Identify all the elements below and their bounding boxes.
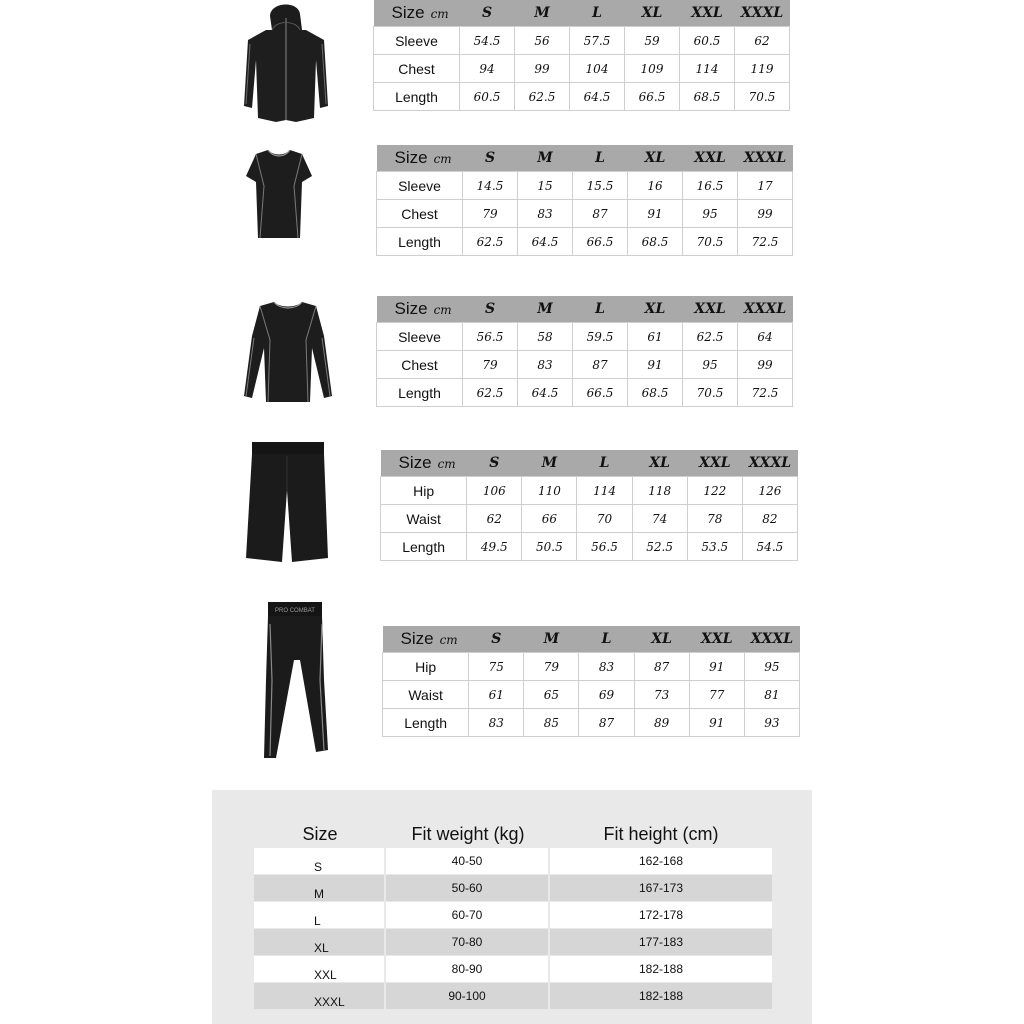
measurement-value: 110: [522, 477, 577, 505]
size-header-label: [383, 626, 469, 653]
measurement-row: [377, 379, 793, 407]
size-table-short-sleeve-shirt: [376, 145, 793, 256]
measurement-value: 114: [680, 55, 735, 83]
size-column-header: S: [463, 296, 518, 323]
measurement-row: [383, 709, 800, 737]
size-column-header: XXXL: [744, 626, 799, 653]
fit-size-cell: M: [254, 875, 386, 901]
measurement-value: 70: [577, 505, 632, 533]
size-table-leggings: [382, 626, 800, 737]
measurement-value: 62.5: [463, 379, 518, 407]
fit-size-cell: XXXL: [254, 983, 386, 1009]
size-header-label: [377, 296, 463, 323]
size-column-header: XXXL: [738, 296, 793, 323]
size-column-header: L: [570, 0, 625, 27]
measurement-value: 95: [683, 351, 738, 379]
measurement-label: Length: [377, 228, 463, 256]
measurement-value: 16.5: [683, 172, 738, 200]
measurement-value: 77: [689, 681, 744, 709]
size-column-header: S: [460, 0, 515, 27]
measurement-row: [377, 172, 793, 200]
measurement-value: 104: [570, 55, 625, 83]
size-table-shorts: [380, 450, 798, 561]
measurement-value: 68.5: [628, 228, 683, 256]
fit-weight-cell: 90-100: [386, 983, 550, 1009]
size-column-header: L: [577, 450, 632, 477]
fit-guide-row: [254, 956, 772, 982]
size-column-header: XXL: [680, 0, 735, 27]
measurement-label: Chest: [377, 200, 463, 228]
measurement-row: [374, 55, 790, 83]
size-header-row: [374, 0, 790, 27]
measurement-value: 59.5: [573, 323, 628, 351]
measurement-value: 109: [625, 55, 680, 83]
measurement-value: 17: [738, 172, 793, 200]
fit-guide-row: [254, 929, 772, 955]
measurement-value: 56.5: [463, 323, 518, 351]
fit-height-cell: 182-188: [550, 983, 772, 1009]
fit-header-size: Size: [302, 824, 338, 844]
measurement-value: 79: [524, 653, 579, 681]
measurement-label: Sleeve: [377, 172, 463, 200]
measurement-value: 91: [628, 200, 683, 228]
fit-header-weight: Fit weight (kg): [411, 824, 525, 844]
measurement-value: 68.5: [680, 83, 735, 111]
measurement-label: Hip: [383, 653, 469, 681]
measurement-value: 119: [735, 55, 790, 83]
measurement-value: 78: [687, 505, 742, 533]
measurement-value: 54.5: [742, 533, 797, 561]
measurement-label: Length: [381, 533, 467, 561]
measurement-value: 99: [515, 55, 570, 83]
size-column-header: M: [518, 296, 573, 323]
size-column-header: XL: [628, 296, 683, 323]
measurement-value: 87: [573, 200, 628, 228]
measurement-value: 70.5: [683, 228, 738, 256]
fit-size-cell: XL: [254, 929, 386, 955]
measurement-value: 85: [524, 709, 579, 737]
measurement-row: [383, 681, 800, 709]
measurement-value: 49.5: [467, 533, 522, 561]
measurement-value: 114: [577, 477, 632, 505]
size-label: Size: [400, 629, 434, 648]
measurement-value: 83: [469, 709, 524, 737]
size-column-header: XXL: [687, 450, 742, 477]
size-label: Size: [391, 3, 425, 22]
fit-height-cell: 172-178: [550, 902, 772, 928]
measurement-value: 56: [515, 27, 570, 55]
measurement-value: 99: [738, 351, 793, 379]
measurement-value: 94: [460, 55, 515, 83]
measurement-label: Chest: [374, 55, 460, 83]
measurement-label: Length: [374, 83, 460, 111]
fit-size-cell: S: [254, 848, 386, 874]
fit-guide-table: [254, 810, 772, 1010]
measurement-value: 72.5: [738, 228, 793, 256]
measurement-value: 69: [579, 681, 634, 709]
size-header-label: [374, 0, 460, 27]
size-column-header: M: [515, 0, 570, 27]
fit-size-cell: L: [254, 902, 386, 928]
size-column-header: L: [573, 145, 628, 172]
size-column-header: XXL: [683, 296, 738, 323]
measurement-value: 87: [634, 653, 689, 681]
measurement-value: 66: [522, 505, 577, 533]
size-header-row: [377, 145, 793, 172]
size-column-header: M: [522, 450, 577, 477]
unit-label: cm: [433, 152, 452, 166]
fit-height-cell: 182-188: [550, 956, 772, 982]
measurement-row: [381, 477, 798, 505]
measurement-value: 95: [744, 653, 799, 681]
measurement-value: 106: [467, 477, 522, 505]
fit-weight-cell: 70-80: [386, 929, 550, 955]
measurement-label: Length: [383, 709, 469, 737]
measurement-value: 91: [628, 351, 683, 379]
measurement-value: 79: [463, 351, 518, 379]
measurement-row: [374, 27, 790, 55]
measurement-value: 73: [634, 681, 689, 709]
size-table-long-sleeve-shirt: [376, 296, 793, 407]
fit-guide-row: [254, 848, 772, 874]
measurement-value: 70.5: [683, 379, 738, 407]
measurement-value: 14.5: [463, 172, 518, 200]
unit-label: cm: [437, 457, 456, 471]
size-label: Size: [398, 453, 432, 472]
measurement-row: [377, 323, 793, 351]
short-sleeve-shirt-image: [244, 146, 314, 242]
measurement-label: Hip: [381, 477, 467, 505]
measurement-row: [383, 653, 800, 681]
leggings-waistband-text: PRO COMBAT: [275, 608, 315, 614]
measurement-value: 89: [634, 709, 689, 737]
size-header-row: [377, 296, 793, 323]
measurement-value: 64.5: [518, 228, 573, 256]
measurement-label: Sleeve: [374, 27, 460, 55]
hooded-jacket-image: [236, 0, 336, 124]
size-column-header: XL: [634, 626, 689, 653]
measurement-value: 62.5: [683, 323, 738, 351]
measurement-value: 66.5: [573, 379, 628, 407]
fit-size-cell: XXL: [254, 956, 386, 982]
fit-guide-row: [254, 875, 772, 901]
size-column-header: XXL: [683, 145, 738, 172]
measurement-value: 79: [463, 200, 518, 228]
measurement-value: 81: [744, 681, 799, 709]
measurement-value: 54.5: [460, 27, 515, 55]
measurement-value: 53.5: [687, 533, 742, 561]
measurement-value: 62.5: [463, 228, 518, 256]
unit-label: cm: [433, 303, 452, 317]
measurement-value: 50.5: [522, 533, 577, 561]
measurement-value: 60.5: [680, 27, 735, 55]
measurement-value: 65: [524, 681, 579, 709]
measurement-row: [377, 200, 793, 228]
fit-weight-cell: 40-50: [386, 848, 550, 874]
fit-guide-panel: [212, 790, 812, 1024]
measurement-label: Length: [377, 379, 463, 407]
size-column-header: XXXL: [735, 0, 790, 27]
fit-weight-cell: 60-70: [386, 902, 550, 928]
measurement-value: 87: [579, 709, 634, 737]
long-sleeve-shirt-image: [240, 296, 336, 404]
measurement-label: Waist: [383, 681, 469, 709]
size-column-header: M: [524, 626, 579, 653]
measurement-row: [381, 533, 798, 561]
measurement-label: Chest: [377, 351, 463, 379]
size-table-hooded-jacket: [373, 0, 790, 111]
measurement-value: 83: [518, 200, 573, 228]
measurement-label: Waist: [381, 505, 467, 533]
fit-height-cell: 167-173: [550, 875, 772, 901]
measurement-value: 126: [742, 477, 797, 505]
measurement-value: 83: [518, 351, 573, 379]
measurement-value: 70.5: [735, 83, 790, 111]
athletic-shorts-image: [244, 440, 330, 566]
fit-guide-header-row: [254, 811, 772, 847]
measurement-row: [377, 228, 793, 256]
size-label: Size: [394, 148, 428, 167]
fit-height-cell: 162-168: [550, 848, 772, 874]
measurement-value: 64.5: [518, 379, 573, 407]
measurement-value: 52.5: [632, 533, 687, 561]
fit-header-height: Fit height (cm): [603, 824, 719, 844]
size-header-row: [381, 450, 798, 477]
measurement-label: Sleeve: [377, 323, 463, 351]
compression-leggings-image: [254, 600, 334, 762]
measurement-value: 66.5: [625, 83, 680, 111]
measurement-value: 99: [738, 200, 793, 228]
size-column-header: XXXL: [738, 145, 793, 172]
measurement-value: 62: [735, 27, 790, 55]
measurement-value: 122: [687, 477, 742, 505]
measurement-value: 59: [625, 27, 680, 55]
measurement-value: 61: [469, 681, 524, 709]
measurement-value: 72.5: [738, 379, 793, 407]
measurement-value: 93: [744, 709, 799, 737]
unit-label: cm: [430, 7, 449, 21]
measurement-value: 118: [632, 477, 687, 505]
measurement-value: 82: [742, 505, 797, 533]
size-column-header: M: [518, 145, 573, 172]
measurement-value: 60.5: [460, 83, 515, 111]
size-column-header: S: [463, 145, 518, 172]
measurement-value: 83: [579, 653, 634, 681]
measurement-value: 74: [632, 505, 687, 533]
size-column-header: L: [579, 626, 634, 653]
measurement-value: 15.5: [573, 172, 628, 200]
measurement-value: 75: [469, 653, 524, 681]
measurement-value: 15: [518, 172, 573, 200]
measurement-value: 87: [573, 351, 628, 379]
measurement-value: 64.5: [570, 83, 625, 111]
measurement-value: 61: [628, 323, 683, 351]
fit-guide-row: [254, 902, 772, 928]
measurement-row: [377, 351, 793, 379]
size-column-header: S: [467, 450, 522, 477]
measurement-value: 95: [683, 200, 738, 228]
measurement-value: 68.5: [628, 379, 683, 407]
measurement-value: 62.5: [515, 83, 570, 111]
measurement-value: 57.5: [570, 27, 625, 55]
fit-height-cell: 177-183: [550, 929, 772, 955]
size-column-header: XXXL: [742, 450, 797, 477]
measurement-value: 62: [467, 505, 522, 533]
measurement-value: 58: [518, 323, 573, 351]
fit-weight-cell: 80-90: [386, 956, 550, 982]
size-column-header: XL: [625, 0, 680, 27]
measurement-value: 66.5: [573, 228, 628, 256]
measurement-value: 16: [628, 172, 683, 200]
measurement-value: 56.5: [577, 533, 632, 561]
measurement-value: 91: [689, 653, 744, 681]
size-label: Size: [394, 299, 428, 318]
unit-label: cm: [439, 633, 458, 647]
measurement-row: [381, 505, 798, 533]
size-header-row: [383, 626, 800, 653]
size-column-header: XL: [632, 450, 687, 477]
fit-guide-row: [254, 983, 772, 1009]
size-column-header: S: [469, 626, 524, 653]
measurement-value: 64: [738, 323, 793, 351]
fit-weight-cell: 50-60: [386, 875, 550, 901]
measurement-row: [374, 83, 790, 111]
size-column-header: L: [573, 296, 628, 323]
size-header-label: [381, 450, 467, 477]
size-column-header: XXL: [689, 626, 744, 653]
size-column-header: XL: [628, 145, 683, 172]
size-header-label: [377, 145, 463, 172]
measurement-value: 91: [689, 709, 744, 737]
